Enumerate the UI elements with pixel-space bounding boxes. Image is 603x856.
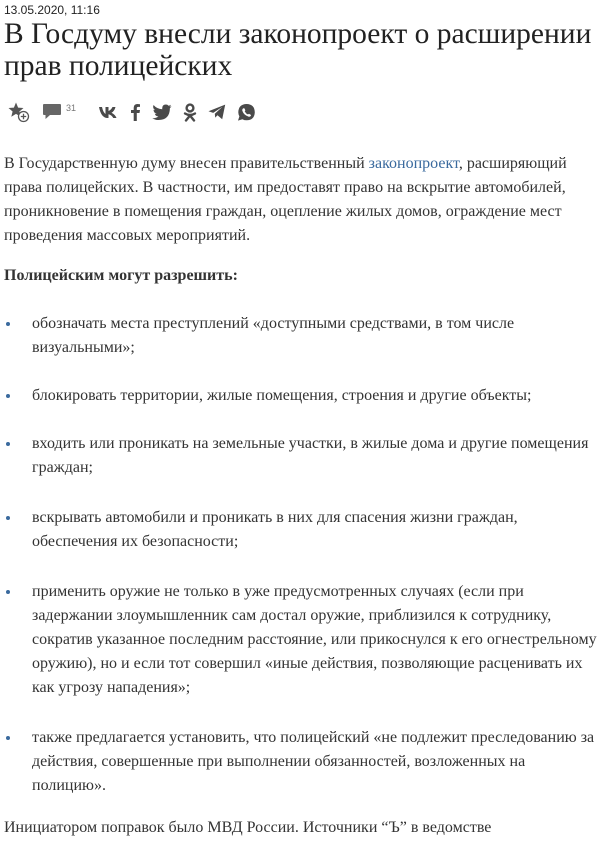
social-share-group xyxy=(98,103,256,122)
bullet-icon xyxy=(6,394,10,398)
list-item xyxy=(4,384,598,408)
telegram-icon[interactable] xyxy=(208,104,226,120)
list-item-text: применить оружие не только в уже предусмотренных случаях (если при задержании злоумышленник сам достал оружие, приблизился к сотруднику, сократив указанное последним расстояние, или прикоснулся к его огнестрельному оружию), но и если тот совершил «иные действия, позволяющие расценивать их как угрозу нападения»; xyxy=(32,583,597,696)
publish-date: 13.05.2020, 11:16 xyxy=(4,3,100,17)
lead-text-end: , расширяющий права полицейских. В частности, им предоставят право на вскрытие автомобилей, проникновение в помещения граждан, оцепление жилых домов, ограждение мест проведения массовых мероприятий. xyxy=(4,155,567,244)
list-item xyxy=(4,726,598,798)
list-item-text: блокировать территории, жилые помещения, строения и другие объекты; xyxy=(32,387,532,404)
article-body xyxy=(4,152,598,836)
list-item-text: обозначать места преступлений «доступными средствами, в том числе визуальными»; xyxy=(32,315,515,356)
list-item-text: вскрывать автомобили и проникать в них для спасения жизни граждан, обеспечения их безопасности; xyxy=(32,509,518,550)
powers-list xyxy=(4,312,598,798)
bullet-icon xyxy=(6,322,10,326)
list-item xyxy=(4,580,598,700)
bullet-icon xyxy=(6,516,10,520)
whatsapp-icon[interactable] xyxy=(237,103,256,122)
page-title: В Госдуму внесли законопроект о расширении прав полицейских xyxy=(4,18,592,82)
bill-link[interactable]: законопроект xyxy=(368,155,459,172)
list-item-text: также предлагается установить, что полицейский «не подлежит преследованию за действия, совершенные при выполнении обязанностей, возложенных на полицию». xyxy=(32,729,595,794)
list-item xyxy=(4,506,598,554)
list-item xyxy=(4,432,598,480)
star-add-icon[interactable] xyxy=(8,101,30,123)
lead-text-start: В Государственную думу внесен правительственный xyxy=(4,155,369,172)
bullet-icon xyxy=(6,736,10,740)
list-subhead: Полицейским могут разрешить: xyxy=(4,267,238,284)
bullet-icon xyxy=(6,590,10,594)
share-toolbar xyxy=(8,99,256,125)
list-item-text: входить или проникать на земельные участки, в жилые дома и другие помещения граждан; xyxy=(32,435,589,476)
comment-bubble-icon xyxy=(42,103,62,121)
vk-icon[interactable] xyxy=(98,105,118,119)
odnoklassniki-icon[interactable] xyxy=(183,103,197,122)
list-item xyxy=(4,312,598,360)
comments-button[interactable] xyxy=(42,103,76,121)
comments-count: 31 xyxy=(66,103,77,113)
bullet-icon xyxy=(6,442,10,446)
twitter-icon[interactable] xyxy=(152,104,172,121)
closing-paragraph: Инициатором поправок было МВД России. Источники “Ъ” в ведомстве xyxy=(4,819,492,836)
lead-paragraph xyxy=(4,152,598,248)
facebook-icon[interactable] xyxy=(129,103,141,121)
